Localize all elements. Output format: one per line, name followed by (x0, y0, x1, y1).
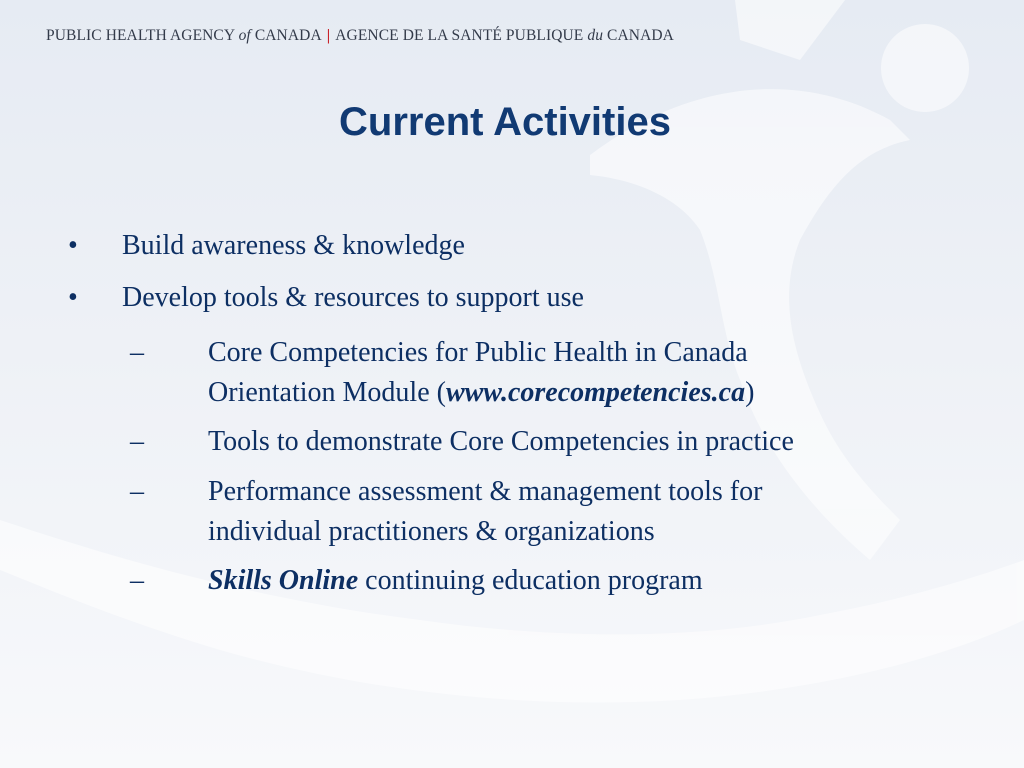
bullet-marker: • (68, 230, 78, 261)
sub-bullet-text: Skills Online continuing education program (208, 565, 703, 596)
dash-marker: – (130, 565, 144, 596)
agency-name-french: AGENCE DE LA SANTÉ PUBLIQUE du CANADA (335, 27, 674, 44)
agency-name-english: PUBLIC HEALTH AGENCY of CANADA (46, 27, 322, 44)
slide-title: Current Activities (339, 100, 671, 144)
sub-bullet-text: Core Competencies for Public Health in Canada Orientation Module (www.corecompetencies.ca) (208, 337, 755, 408)
bullet-marker: • (68, 282, 78, 313)
sub-bullet-text: Tools to demonstrate Core Competencies in practice (208, 426, 794, 457)
website-link[interactable]: www.corecompetencies.ca (445, 377, 746, 408)
dash-marker: – (130, 426, 144, 457)
bullet-text: Build awareness & knowledge (122, 230, 465, 261)
header-separator: | (326, 27, 331, 44)
sub-bullet-text: Performance assessment & management tools for individual practitioners & organizations (208, 476, 763, 547)
dash-marker: – (130, 337, 144, 368)
bullet-text: Develop tools & resources to support use (122, 282, 584, 313)
program-name: Skills Online (208, 565, 359, 596)
dash-marker: – (130, 476, 144, 507)
